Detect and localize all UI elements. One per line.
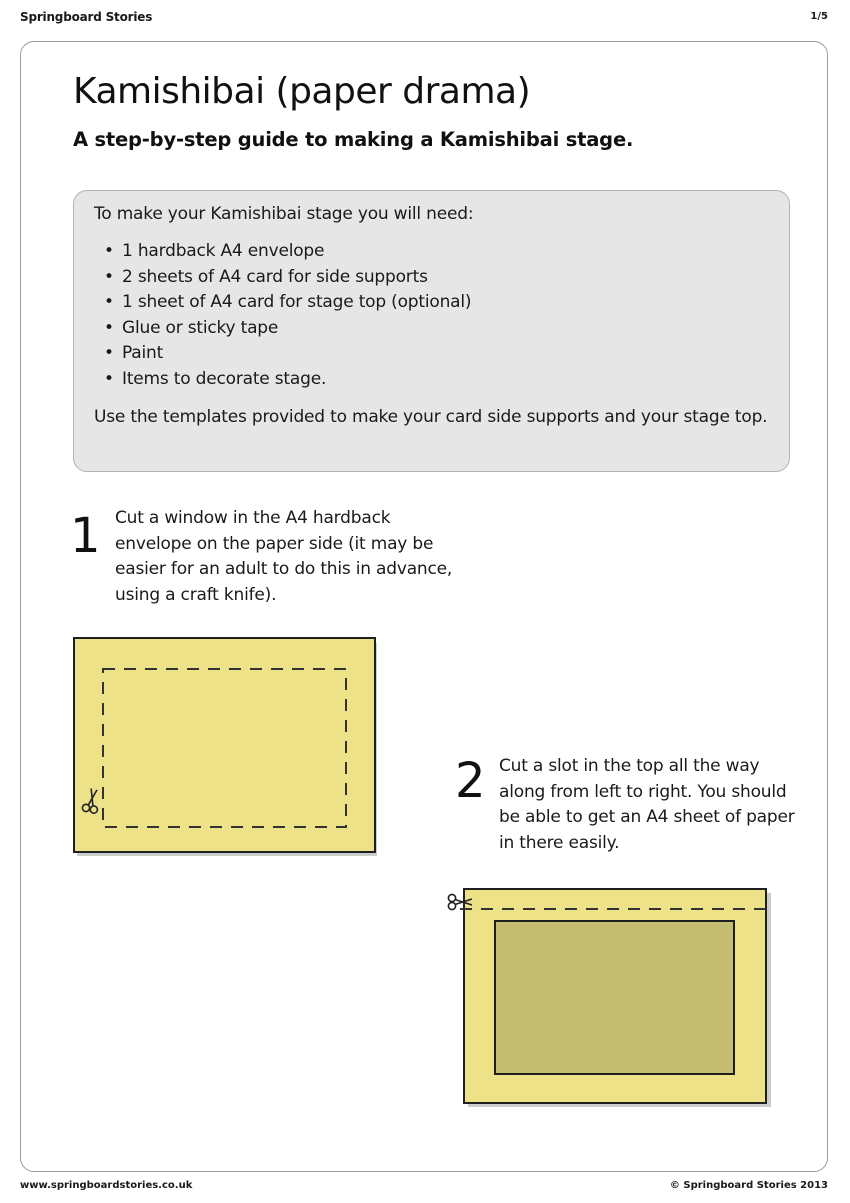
- envelope-body: [74, 638, 375, 852]
- materials-intro: To make your Kamishibai stage you will need:: [94, 204, 474, 224]
- envelope-window: [495, 921, 734, 1074]
- brand-name: Springboard Stories: [20, 10, 153, 24]
- envelope-slot-illustration: [440, 880, 775, 1110]
- list-item: • Paint: [94, 341, 471, 367]
- list-item: • Items to decorate stage.: [94, 367, 471, 393]
- footer-copyright: © Springboard Stories 2013: [669, 1180, 828, 1191]
- step-2-text: Cut a slot in the top all the way along from left to right. You should be able to get an A4 sheet of paper in there easily.: [499, 756, 795, 853]
- page-title: Kamishibai (paper drama): [73, 71, 531, 112]
- footer-website: www.springboardstories.co.uk: [20, 1180, 193, 1191]
- materials-note: Use the templates provided to make your card side supports and your stage top.: [94, 407, 768, 427]
- list-item: • 2 sheets of A4 card for side supports: [94, 265, 471, 291]
- envelope-window-illustration: [70, 636, 380, 858]
- materials-list: [94, 239, 471, 392]
- page-subtitle: A step-by-step guide to making a Kamishibai stage.: [73, 128, 634, 151]
- step-1-number: 1: [70, 508, 101, 564]
- step-1-text: Cut a window in the A4 hardback envelope on the paper side (it may be easier for an adult to do this in advance, using a craft knife).: [115, 508, 453, 605]
- list-item: • 1 hardback A4 envelope: [94, 239, 471, 265]
- page-number: 1/5: [810, 11, 828, 22]
- step-2-number: 2: [455, 753, 486, 809]
- list-item: • Glue or sticky tape: [94, 316, 471, 342]
- list-item: • 1 sheet of A4 card for stage top (optional): [94, 290, 471, 316]
